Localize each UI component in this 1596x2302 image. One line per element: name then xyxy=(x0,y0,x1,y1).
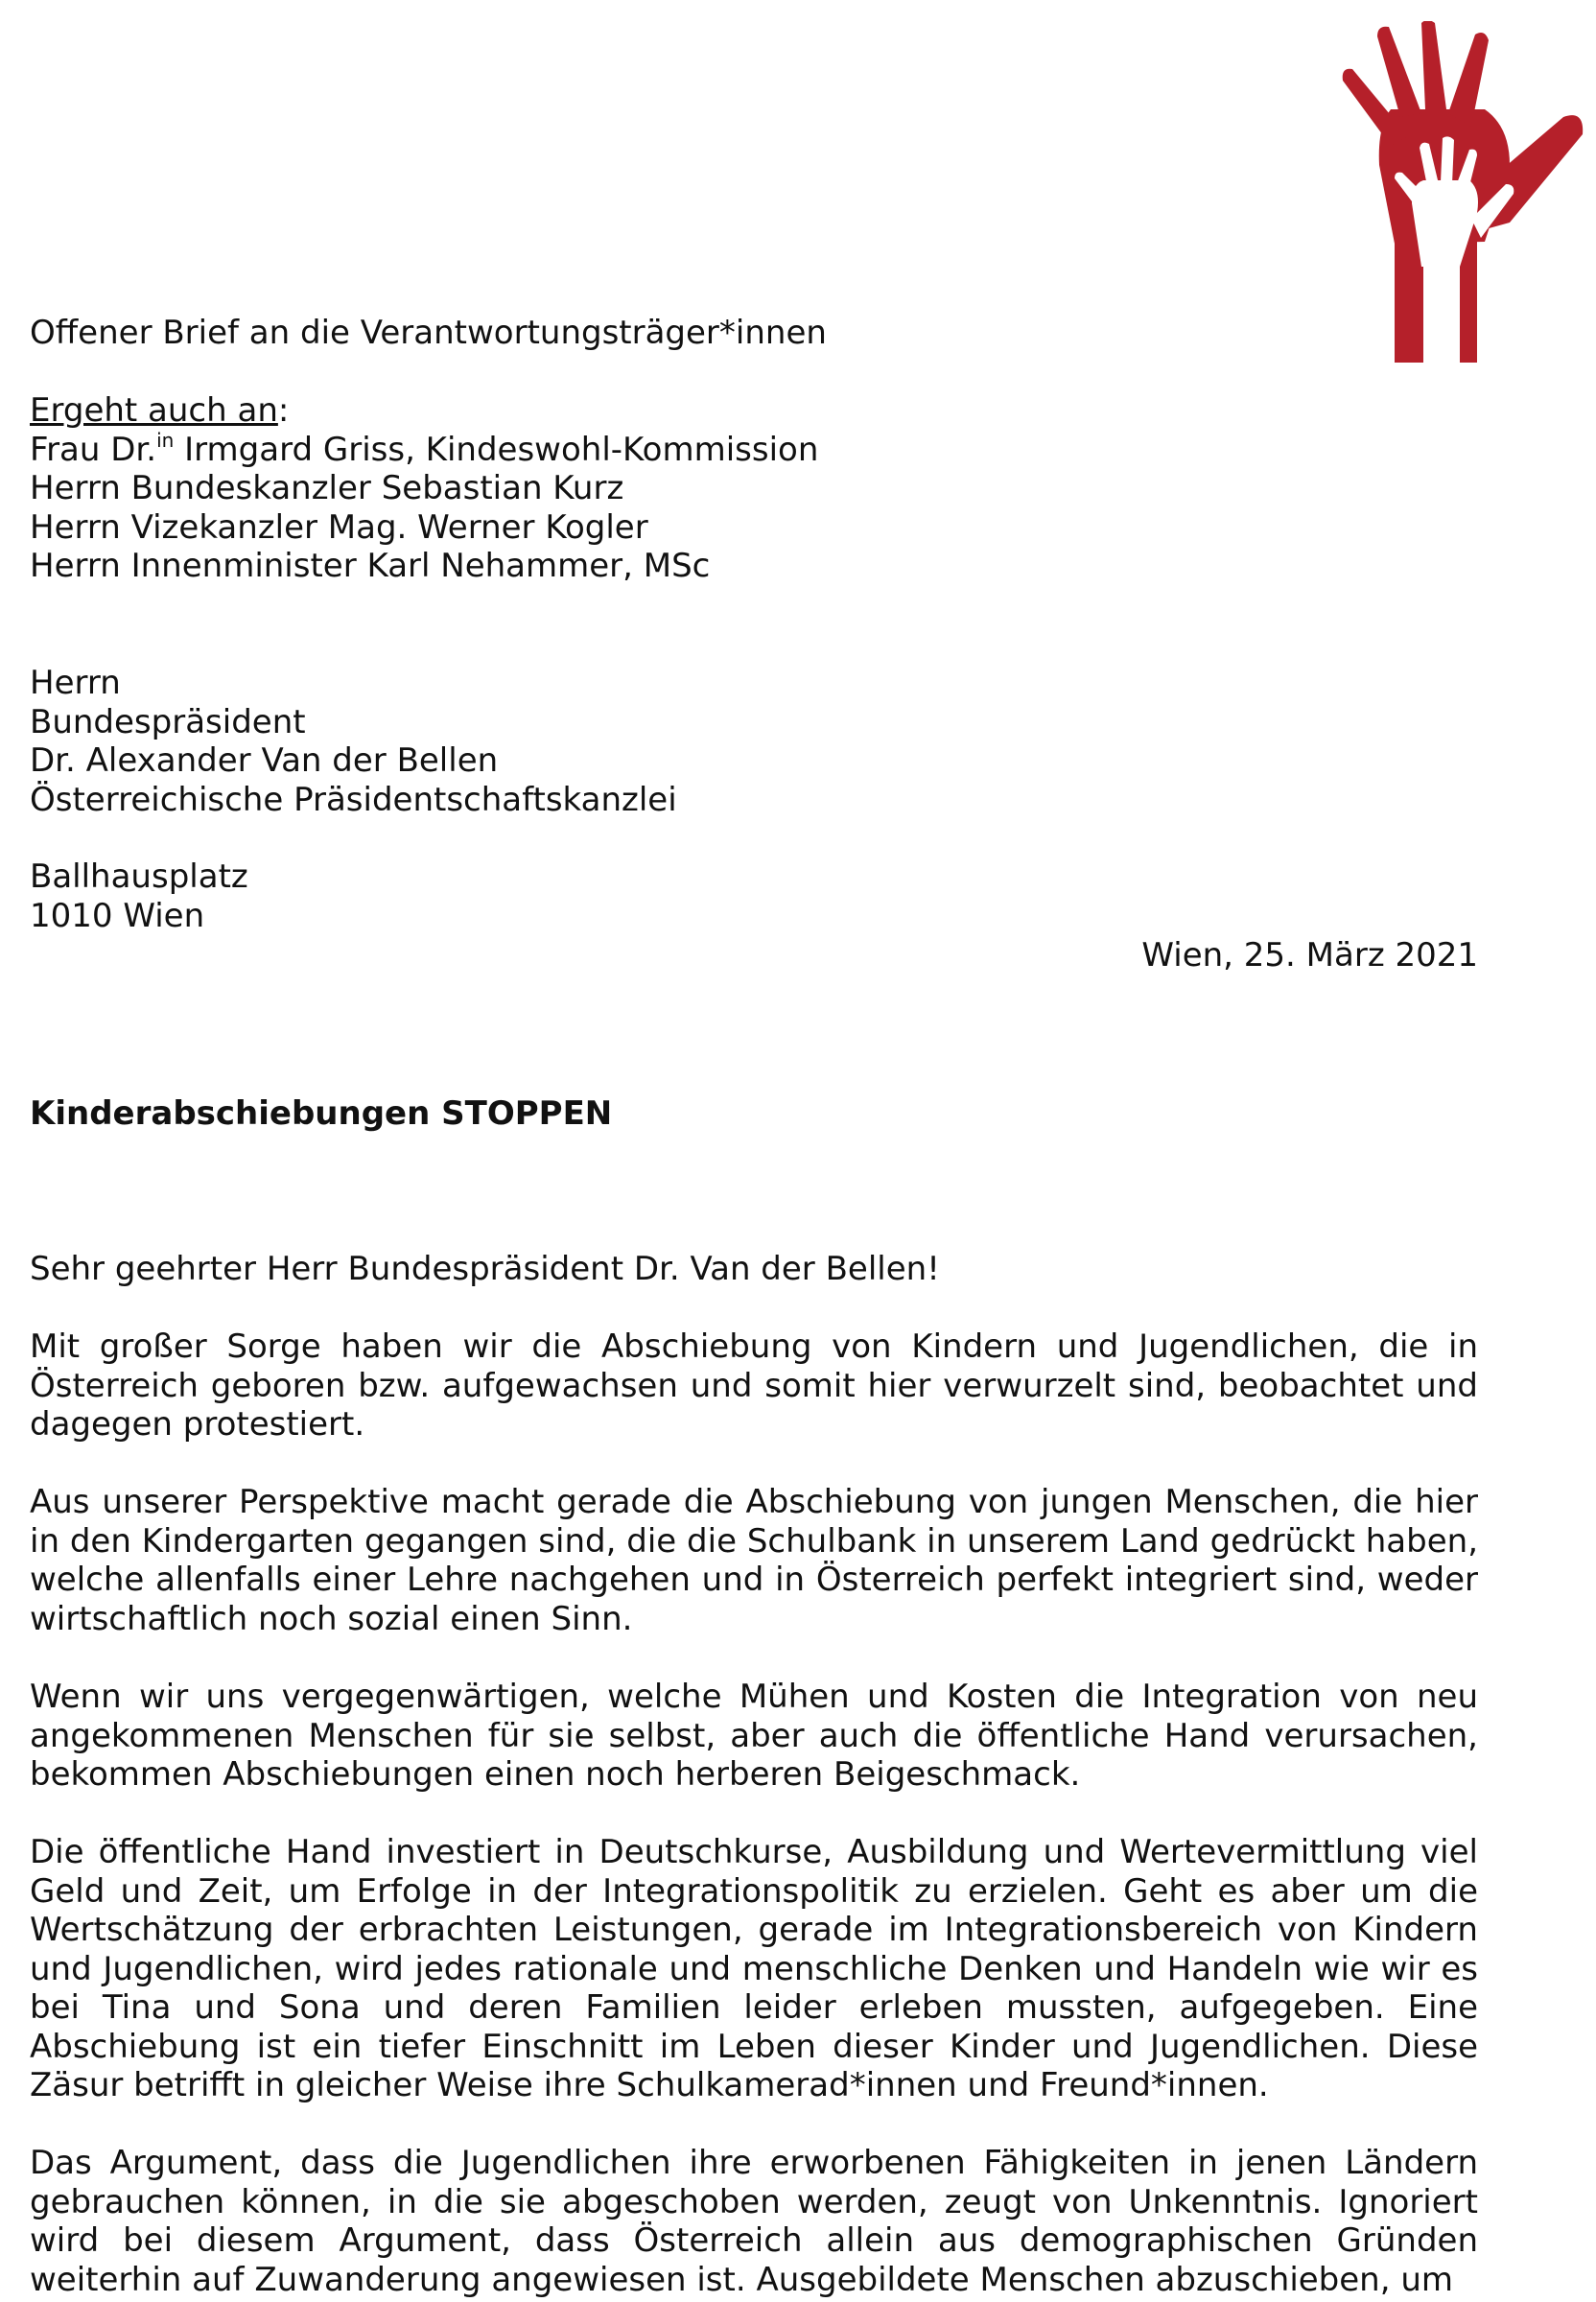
body-paragraph: Das Argument, dass die Jugendlichen ihre erworbenen Fähigkeiten in jenen Ländern gebrauchen können, in die sie abgeschoben werden, zeugt von Unkenntnis. Ignoriert wird bei diesem Argument, dass Österreich allein aus demographischen Gründen weiterhin auf Zuwanderung angewiesen ist. Ausgebildete Menschen abzuschieben, um xyxy=(30,2144,1478,2299)
cc-line-griss-post: Irmgard Griss, Kindeswohl-Kommission xyxy=(174,430,819,469)
cc-label-line xyxy=(30,391,818,431)
letter-subject: Kinderabschiebungen STOPPEN xyxy=(30,1094,613,1133)
cc-line-griss-pre: Frau Dr. xyxy=(30,430,157,469)
recipient-city: 1010 Wien xyxy=(30,896,205,935)
letter-date: Wien, 25. März 2021 xyxy=(1141,936,1478,975)
cc-block xyxy=(30,391,818,586)
cc-line-griss xyxy=(30,428,819,470)
body-paragraph: Aus unserer Perspektive macht gerade die Abschiebung von jungen Menschen, die hier in den Kindergarten gegangen sind, die die Schulbank in unserem Land gedrückt haben, welche allenfalls einer Lehre nachgehen und in Österreich perfekt integriert sind, weder wirtschaftlich noch sozial einen Sinn. xyxy=(30,1483,1478,1638)
cc-label: Ergeht auch an xyxy=(30,391,278,430)
cc-line: Herrn Innenminister Karl Nehammer, MSc xyxy=(30,547,711,585)
cc-line: Herrn Bundeskanzler Sebastian Kurz xyxy=(30,469,624,507)
cc-label-suffix: : xyxy=(277,391,290,430)
body-paragraph: Die öffentliche Hand investiert in Deutschkurse, Ausbildung und Wertevermittlung viel Geld und Zeit, um Erfolge in der Integrationspolitik zu erzielen. Geht es aber um die Wertschätzung der erbrachten Leistungen, gerade im Integrationsbereich von Kindern und Jugendlichen, wird jedes rationale und menschliche Denken und Handeln wie wir es bei Tina und Sona und deren Familien leider erleben mussten, aufgegeben. Eine Abschiebung ist ein tiefer Einschnitt im Leben dieser Kinder und Jugendlichen. Diese Zäsur betrifft in gleicher Weise ihre Schulkamerad*innen und Freund*innen. xyxy=(30,1833,1478,2104)
recipient-line: Dr. Alexander Van der Bellen xyxy=(30,741,499,780)
body-paragraph: Wenn wir uns vergegenwärtigen, welche Mühen und Kosten die Integration von neu angekommenen Menschen für sie selbst, aber auch die öffentliche Hand verursachen, bekommen Abschiebungen einen noch herberen Beigeschmack. xyxy=(30,1678,1478,1794)
recipient-address xyxy=(30,664,677,819)
salutation: Sehr geehrter Herr Bundespräsident Dr. Van der Bellen! xyxy=(30,1250,940,1288)
cc-line-griss-sup: in xyxy=(156,428,175,452)
letter-heading: Offener Brief an die Verantwortungsträger*innen xyxy=(30,314,827,352)
recipient-street: Ballhausplatz xyxy=(30,857,248,896)
recipient-line: Herrn xyxy=(30,664,121,702)
recipient-line: Österreichische Präsidentschaftskanzlei xyxy=(30,780,677,819)
recipient-street-block xyxy=(30,857,248,935)
body-paragraph: Mit großer Sorge haben wir die Abschiebung von Kindern und Jugendlichen, die in Österreich geboren bzw. aufgewachsen und somit hier verwurzelt sind, beobachtet und dagegen protestiert. xyxy=(30,1327,1478,1444)
hands-logo-icon xyxy=(1341,21,1586,363)
cc-line: Herrn Vizekanzler Mag. Werner Kogler xyxy=(30,507,648,547)
recipient-line: Bundespräsident xyxy=(30,702,306,741)
